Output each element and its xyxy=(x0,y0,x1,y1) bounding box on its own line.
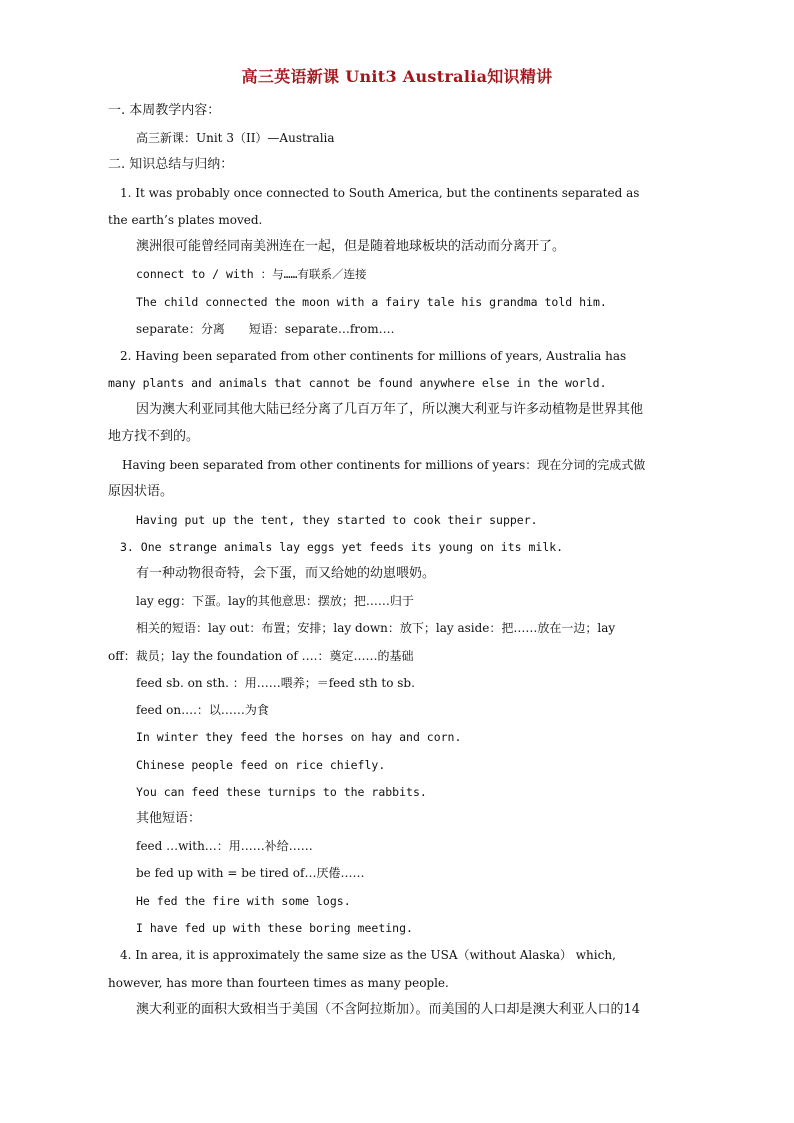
example-line: I have fed up with these boring meeting. xyxy=(136,921,413,935)
section-heading-2: 二. 知识总结与归纳： xyxy=(108,157,234,172)
item-4-translation: 澳大利亚的面积大致相当于美国（不含阿拉斯加）。而美国的人口却是澳大利亚人口的14 xyxy=(136,1002,641,1017)
example-line: The child connected the moon with a fairy tale his grandma told him. xyxy=(136,295,607,309)
phrase-line-cont: off：裁员；lay the foundation of ….：奠定……的基础 xyxy=(108,649,414,663)
example-line: Chinese people feed on rice chiefly. xyxy=(136,758,386,772)
item-4-sentence-cont: however, has more than fourteen times as many people. xyxy=(108,976,449,990)
phrase-line: connect to / with ：与……有联系／连接 xyxy=(136,267,367,281)
phrase-line: be fed up with = be tired of…厌倦…… xyxy=(136,866,365,880)
item-3-sentence: 3. One strange animals lay eggs yet feeds its young on its milk. xyxy=(120,540,564,554)
item-1-translation: 澳洲很可能曾经同南美洲连在一起，但是随着地球板块的活动而分离开了。 xyxy=(136,239,566,254)
phrase-line: feed sb. on sth. ：用……喂养；＝feed sth to sb. xyxy=(136,676,415,690)
phrase-line: feed …with…：用……补给…… xyxy=(136,839,313,853)
section-heading-1: 一. 本周教学内容： xyxy=(108,103,221,118)
grammar-note: Having been separated from other continents for millions of years：现在分词的完成式做 xyxy=(122,458,646,472)
phrase-line: lay egg：下蛋。lay的其他意思：摆放；把……归于 xyxy=(136,594,414,608)
example-line: Having put up the tent, they started to cook their supper. xyxy=(136,513,538,527)
grammar-note-cont: 原因状语。 xyxy=(108,484,174,499)
item-2-translation-cont: 地方找不到的。 xyxy=(108,429,200,444)
phrase-line: feed on….：以……为食 xyxy=(136,703,269,717)
page-title: 高三英语新课 Unit3 Australia知识精讲 xyxy=(241,67,553,86)
text-line: 高三新课：Unit 3（II）—Australia xyxy=(136,131,335,145)
phrase-line: separate：分离 短语：separate…from…. xyxy=(136,322,395,336)
example-line: You can feed these turnips to the rabbits. xyxy=(136,785,427,799)
item-4-sentence: 4. In area, it is approximately the same size as the USA（without Alaska） which, xyxy=(120,948,616,962)
example-line: In winter they feed the horses on hay and corn. xyxy=(136,730,462,744)
item-2-sentence-cont: many plants and animals that cannot be found anywhere else in the world. xyxy=(108,376,607,390)
item-2-translation: 因为澳大利亚同其他大陆已经分离了几百万年了，所以澳大利亚与许多动植物是世界其他 xyxy=(136,402,644,417)
item-3-translation: 有一种动物很奇特，会下蛋，而又给她的幼崽喂奶。 xyxy=(136,566,436,581)
example-line: He fed the fire with some logs. xyxy=(136,894,351,908)
subheading-line: 其他短语： xyxy=(136,811,202,826)
phrase-line: 相关的短语：lay out：布置；安排；lay down：放下；lay aside：把……放在一边；lay xyxy=(136,621,616,635)
item-2-sentence: 2. Having been separated from other continents for millions of years, Australia has xyxy=(120,349,627,363)
item-1-sentence: 1. It was probably once connected to South America, but the continents separated as xyxy=(120,186,640,200)
item-1-sentence-cont: the earth’s plates moved. xyxy=(108,213,263,227)
